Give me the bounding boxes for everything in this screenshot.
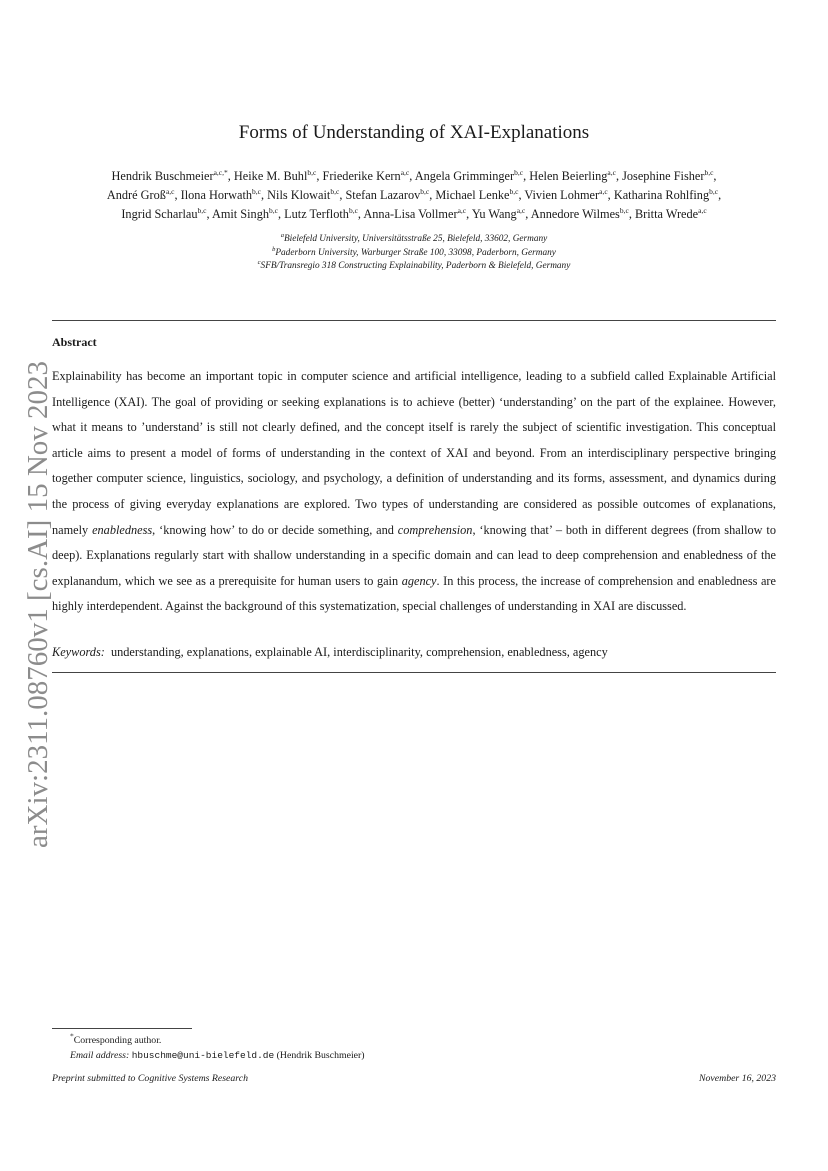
email-label: Email address: xyxy=(70,1050,130,1061)
author-name-text: Britta Wrede xyxy=(634,207,699,221)
footnote-email xyxy=(70,1048,365,1063)
author-affiliation-marks: b,c xyxy=(197,205,207,215)
author-affiliation-marks: a,c xyxy=(607,167,616,177)
author-name-text: Michael Lenke xyxy=(435,188,510,202)
author-affiliation-marks: b,c xyxy=(509,186,519,196)
footnote-mark: * xyxy=(70,1031,74,1041)
author-name xyxy=(435,188,518,202)
author-affiliation-marks: a,c xyxy=(698,205,707,215)
author-name xyxy=(267,188,339,202)
author-affiliation-marks: a,c xyxy=(165,186,175,196)
author-affiliation-marks: b,c xyxy=(514,167,524,177)
abstract-text-part-1: Explainability has become an important topic in computer science and artificial intelligence, leading to a subfield called Explainable Artificial Intelligence (XAI). The goal of providing or seeking explanations is to achieve (better) ‘understanding’ on the part of the explainee. However, what it means to ’understand’ is still not clearly defined, and the concept itself is rarely the subject of scientific investigation. This conceptual article aims to present a model of forms of understanding in the context of XAI and beyond. From an interdisciplinary perspective bringing together computer science, linguistics, sociology, and psychology, a definition of understanding and its forms, assessment, and dynamics during the process of giving everyday explanations are explored. Two types of understanding are considered as possible outcomes of explanations, namely xyxy=(52,369,776,537)
author-name-text: Angela Grimminger xyxy=(414,169,515,183)
author-name xyxy=(181,188,261,202)
arxiv-identifier-stamp: arXiv:2311.08760v1 [cs.AI] 15 Nov 2023 xyxy=(22,360,54,848)
footnote-divider xyxy=(52,1028,192,1029)
author-name xyxy=(415,169,523,183)
author-affiliation-marks: b,c xyxy=(330,186,340,196)
author-name-text: André Groß xyxy=(106,188,166,202)
author-name xyxy=(531,207,629,221)
footer-journal: Preprint submitted to Cognitive Systems Research xyxy=(52,1073,248,1084)
author-name-text: Amit Singh xyxy=(211,207,269,221)
author-list: Hendrik Buschmeier$^{a,c,*}$, Heike M. Buhl$^{b,c}$, Friederike Kern$^{a,c}$, Angela Grimminger$^{b,c}$, Helen Beierling$^{a,c}$, Josephine Fisher$^{b,c}$, André Groß$^{a,c}$, Ilona Horwath$^{b,c}$, Nils Klowait$^{b,c}$, Stefan Lazarov$^{b,c}$, Michael Lenke$^{b,c}$, Vivien Lohmer$^{a,c}$, Katharina Rohlfing$^{b,c}$, Ingrid Scharlau$^{b,c}$, Amit Singh$^{b,c}$, Lutz Terfloth$^{b,c}$, Anna-Lisa Vollmer$^{a,c}$, Yu Wang$^{a,c}$, Annedore Wilmes$^{b,c}$, Britta Wrede$^{a,c}$ xyxy=(106,167,722,221)
abstract-text-part-2: , ‘knowing how’ to do or decide something, and xyxy=(152,522,398,537)
top-divider xyxy=(52,320,776,321)
term-comprehension: comprehension xyxy=(397,522,473,537)
abstract-body xyxy=(52,364,776,620)
footnote xyxy=(70,1033,365,1063)
author-affiliation-marks: b,c xyxy=(420,186,430,196)
author-name xyxy=(529,169,616,183)
author-name xyxy=(345,188,429,202)
author-name xyxy=(524,188,607,202)
author-affiliation-marks: b,c xyxy=(307,167,317,177)
email-address[interactable]: hbuschme@uni-bielefeld.de xyxy=(131,1050,275,1061)
author-affiliation-marks: a,c,* xyxy=(213,167,228,177)
author-name-text: Annedore Wilmes xyxy=(530,207,620,221)
affiliation-mark: c xyxy=(257,258,261,266)
author-affiliation-marks: a,c xyxy=(400,167,410,177)
affiliation xyxy=(0,233,828,247)
bottom-divider xyxy=(52,672,776,673)
author-name xyxy=(107,188,175,202)
author-name-text: Friederike Kern xyxy=(322,169,401,183)
author-name xyxy=(111,169,227,183)
author-affiliation-marks: b,c xyxy=(348,205,358,215)
abstract-heading: Abstract xyxy=(52,335,97,349)
author-name xyxy=(614,188,718,202)
author-name xyxy=(234,169,316,183)
footer-date: November 16, 2023 xyxy=(698,1073,776,1084)
author-affiliation-marks: b,c xyxy=(252,186,261,196)
author-name xyxy=(121,207,206,221)
author-name-text: Helen Beierling xyxy=(529,169,608,183)
abstract-text-part-3: , ‘knowing that’ – both in different degrees (from shallow to deep). Explanations regularly start with shallow understanding in a specific domain and can lead to deep comprehension and enabledness of the explanandum, which we see as a prerequisite for human users to gain xyxy=(52,522,776,588)
keywords-line xyxy=(52,643,776,661)
author-name xyxy=(284,207,358,221)
author-name xyxy=(363,207,466,221)
affiliation-mark: b xyxy=(272,245,276,253)
author-name-text: Josephine Fisher xyxy=(622,169,705,183)
author-affiliation-marks: b,c xyxy=(619,205,629,215)
author-name-text: Lutz Terfloth xyxy=(284,207,349,221)
author-affiliation-marks: a,c xyxy=(457,205,467,215)
author-affiliation-marks: b,c xyxy=(269,205,278,215)
keywords-list: understanding, explanations, explainable AI, interdisciplinarity, comprehension, enabledness, agency xyxy=(110,645,608,659)
affiliation xyxy=(0,247,828,261)
author-name xyxy=(622,169,713,183)
paper-title: Forms of Understanding of XAI-Explanations xyxy=(238,122,590,143)
affiliation-text: Bielefeld University, Universitätsstraße 25, Bielefeld, 33602, Germany xyxy=(283,234,548,244)
affiliation xyxy=(0,260,828,274)
author-affiliation-marks: b,c xyxy=(704,167,714,177)
footnote-corresponding xyxy=(70,1033,365,1048)
footnote-corresponding-text: Corresponding author. xyxy=(73,1035,162,1046)
affiliation-mark: a xyxy=(280,231,284,239)
author-name-text: Ilona Horwath xyxy=(180,188,253,202)
keywords-label: Keywords: xyxy=(52,645,105,659)
author-name-text: Ingrid Scharlau xyxy=(121,207,198,221)
author-name-text: Katharina Rohlfing xyxy=(613,188,710,202)
author-name xyxy=(635,207,707,221)
author-name xyxy=(212,207,278,221)
term-enabledness: enabledness xyxy=(92,522,153,537)
email-owner: (Hendrik Buschmeier) xyxy=(276,1050,365,1061)
author-affiliation-marks: a,c xyxy=(516,205,526,215)
author-name xyxy=(472,207,525,221)
author-name-text: Yu Wang xyxy=(471,207,517,221)
affiliation-text: SFB/Transregio 318 Constructing Explainability, Paderborn & Bielefeld, Germany xyxy=(260,261,571,271)
author-name-text: Vivien Lohmer xyxy=(524,188,600,202)
author-name-text: Stefan Lazarov xyxy=(345,188,421,202)
author-affiliation-marks: b,c xyxy=(709,186,719,196)
affiliation-list xyxy=(0,233,828,274)
author-name-text: Nils Klowait xyxy=(267,188,331,202)
author-affiliation-marks: a,c xyxy=(599,186,608,196)
affiliation-text: Paderborn University, Warburger Straße 100, 33098, Paderborn, Germany xyxy=(275,247,556,258)
author-name-text: Hendrik Buschmeier xyxy=(111,169,214,183)
author-name xyxy=(322,169,409,183)
abstract-text-part-4: . In this process, the increase of comprehension and enabledness are highly interdependent. Against the background of this systematization, special challenges of understanding in XAI are discussed. xyxy=(52,573,776,614)
term-agency: agency xyxy=(401,573,437,588)
author-name-text: Anna-Lisa Vollmer xyxy=(363,207,458,221)
author-name-text: Heike M. Buhl xyxy=(233,169,308,183)
